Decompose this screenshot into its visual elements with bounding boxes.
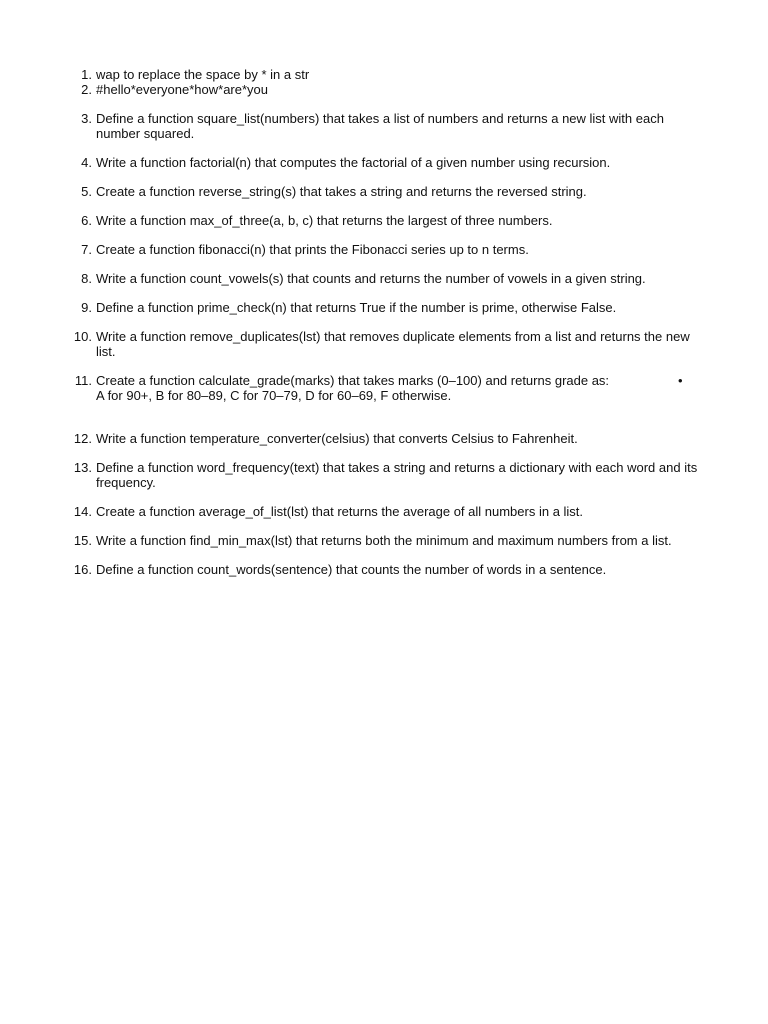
- list-item: [66, 300, 706, 315]
- bullet-mark: •: [678, 373, 683, 388]
- item-text: Write a function factorial(n) that computes the factorial of a given number using recursion.: [96, 155, 611, 170]
- item-number: 6.: [81, 213, 92, 228]
- item-number: 5.: [81, 184, 92, 199]
- item-text: Define a function count_words(sentence) that counts the number of words in a sentence.: [96, 562, 607, 577]
- item-number: 8.: [81, 271, 92, 286]
- item-number: 9.: [81, 300, 92, 315]
- list-item: [66, 460, 706, 490]
- list-item: [66, 329, 706, 359]
- item-text: Write a function find_min_max(lst) that returns both the minimum and maximum numbers from a list.: [96, 533, 672, 548]
- list-item: [66, 562, 706, 577]
- list-item: [66, 155, 706, 170]
- item-number: 16.: [73, 562, 92, 577]
- item-text: Create a function fibonacci(n) that prints the Fibonacci series up to n terms.: [96, 242, 529, 257]
- item-number: 12.: [73, 431, 92, 446]
- item-text: Define a function word_frequency(text) that takes a string and returns a dictionary with each word and its frequency.: [96, 460, 698, 490]
- item-text: Write a function temperature_converter(celsius) that converts Celsius to Fahrenheit.: [96, 431, 578, 446]
- item-text: Create a function calculate_grade(marks) that takes marks (0–100) and returns grade as:: [96, 373, 610, 388]
- item-number: 14.: [73, 504, 92, 519]
- item-number: 13.: [73, 460, 92, 475]
- item-text: Write a function count_vowels(s) that counts and returns the number of vowels in a given string.: [96, 271, 646, 286]
- list-item: [66, 271, 706, 286]
- item-number: 3.: [81, 111, 92, 126]
- item-number: 10.: [73, 329, 92, 344]
- list-item: [66, 533, 706, 548]
- list-item: [66, 184, 706, 199]
- item-text: Create a function reverse_string(s) that takes a string and returns the reversed string.: [96, 184, 587, 199]
- item-text: Define a function square_list(numbers) that takes a list of numbers and returns a new list with each number squared.: [96, 111, 664, 141]
- item-text: Write a function remove_duplicates(lst) that removes duplicate elements from a list and returns the new list.: [96, 329, 690, 359]
- list-item: [66, 82, 706, 97]
- list-item: [66, 431, 706, 446]
- item-number: 15.: [73, 533, 92, 548]
- item-text: #hello*everyone*how*are*you: [96, 82, 269, 97]
- list-item: [66, 111, 706, 141]
- item-text: wap to replace the space by * in a str: [96, 67, 310, 82]
- list-item: [66, 504, 706, 519]
- item-text: Write a function max_of_three(a, b, c) that returns the largest of three numbers.: [96, 213, 553, 228]
- item-text: Create a function average_of_list(lst) that returns the average of all numbers in a list.: [96, 504, 584, 519]
- exercise-list: [66, 67, 706, 577]
- item-number: 4.: [81, 155, 92, 170]
- list-item: [66, 213, 706, 228]
- item-number: 2.: [81, 82, 92, 97]
- list-item: [66, 67, 706, 82]
- item-text-continued: A for 90+, B for 80–89, C for 70–79, D for 60–69, F otherwise.: [96, 388, 452, 403]
- item-number: 1.: [81, 67, 92, 82]
- list-item: [66, 373, 706, 403]
- item-text: Define a function prime_check(n) that returns True if the number is prime, otherwise False.: [96, 300, 617, 315]
- item-number: 11.: [74, 373, 92, 388]
- list-item: [66, 242, 706, 257]
- item-number: 7.: [81, 242, 92, 257]
